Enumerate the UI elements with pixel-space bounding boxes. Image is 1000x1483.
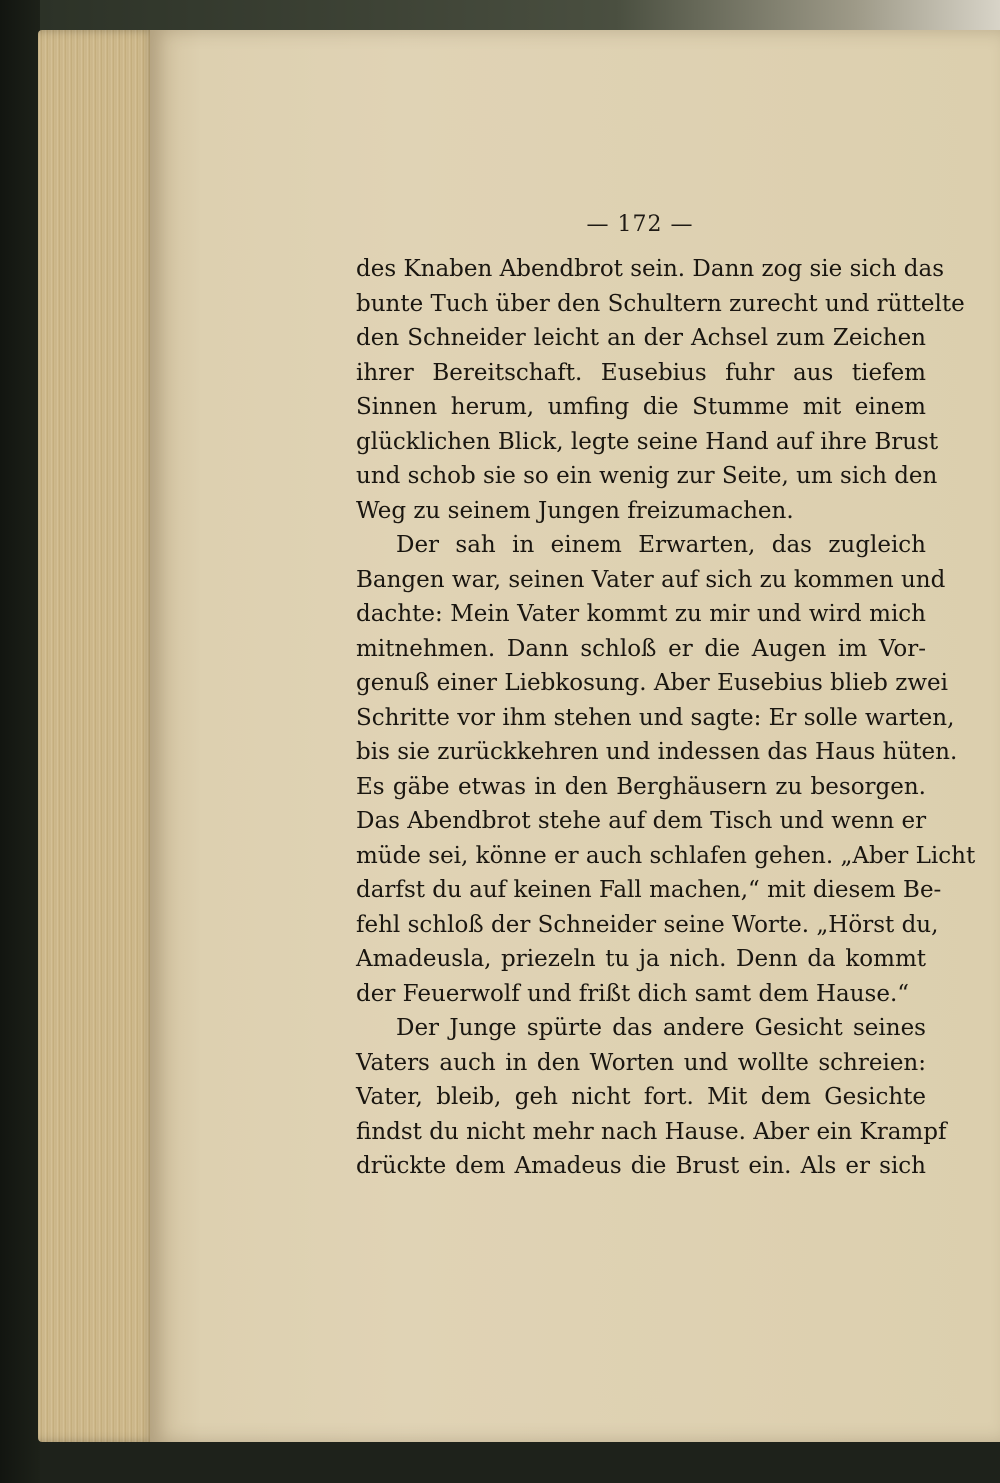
text-line: glücklichen Blick, legte seine Hand auf ihre Brust — [356, 428, 939, 455]
page-number: — 172 — — [586, 212, 694, 237]
text-line: müde sei, könne er auch schlafen gehen. „Aber Licht — [356, 842, 976, 869]
text-line: ihrer Bereitschaft. Eusebius fuhr aus tiefem — [356, 359, 926, 386]
text-line: Der sah in einem Erwarten, das zugleich — [396, 532, 926, 558]
text-line: Amadeusla, priezeln tu ja nich. Denn da kommt — [356, 946, 926, 972]
text-line: dachte: Mein Vater kommt zu mir und wird mich — [356, 601, 926, 627]
text-line: Schritte vor ihm stehen und sagte: Er solle warten, — [356, 704, 955, 731]
text-line: Das Abendbrot stehe auf dem Tisch und wenn er — [356, 808, 927, 834]
text-line: drückte dem Amadeus die Brust ein. Als er sich — [356, 1153, 926, 1179]
text-line: Vaters auch in den Worten und wollte schreien: — [356, 1049, 926, 1076]
text-line: Es gäbe etwas in den Berghäusern zu besorgen. — [356, 773, 926, 800]
text-line: bis sie zurückkehren und indessen das Haus hüten. — [356, 739, 958, 765]
text-line: des Knaben Abendbrot sein. Dann zog sie sich das — [356, 256, 944, 282]
text-line: bunte Tuch über den Schultern zurecht und rüttelte — [356, 290, 965, 317]
text-line: Sinnen herum, umfing die Stumme mit einem — [356, 394, 926, 420]
book-page-edges — [38, 30, 156, 1442]
text-line: fehl schloß der Schneider seine Worte. „Hörst du, — [356, 911, 939, 938]
top-edge-strip — [40, 0, 1000, 32]
text-line: genuß einer Liebkosung. Aber Eusebius blieb zwei — [356, 670, 948, 696]
text-line: Der Junge spürte das andere Gesicht seines — [396, 1015, 926, 1041]
text-line: Vater, bleib, geh nicht fort. Mit dem Gesichte — [356, 1084, 926, 1110]
text-line: mitnehmen. Dann schloß er die Augen im Vor- — [356, 635, 926, 662]
text-line: darfst du auf keinen Fall machen,“ mit diesem Be- — [356, 877, 942, 903]
text-line: den Schneider leicht an der Achsel zum Zeichen — [356, 325, 926, 351]
text-line: findst du nicht mehr nach Hause. Aber ein Krampf — [356, 1118, 947, 1145]
text-line: und schob sie so ein wenig zur Seite, um sich den — [356, 463, 938, 489]
body-text — [356, 252, 976, 1184]
text-line: Weg zu seinem Jungen freizumachen. — [356, 497, 794, 524]
text-line: der Feuerwolf und frißt dich samt dem Hause.“ — [356, 980, 910, 1007]
text-line: Bangen war, seinen Vater auf sich zu kommen und — [356, 566, 946, 593]
